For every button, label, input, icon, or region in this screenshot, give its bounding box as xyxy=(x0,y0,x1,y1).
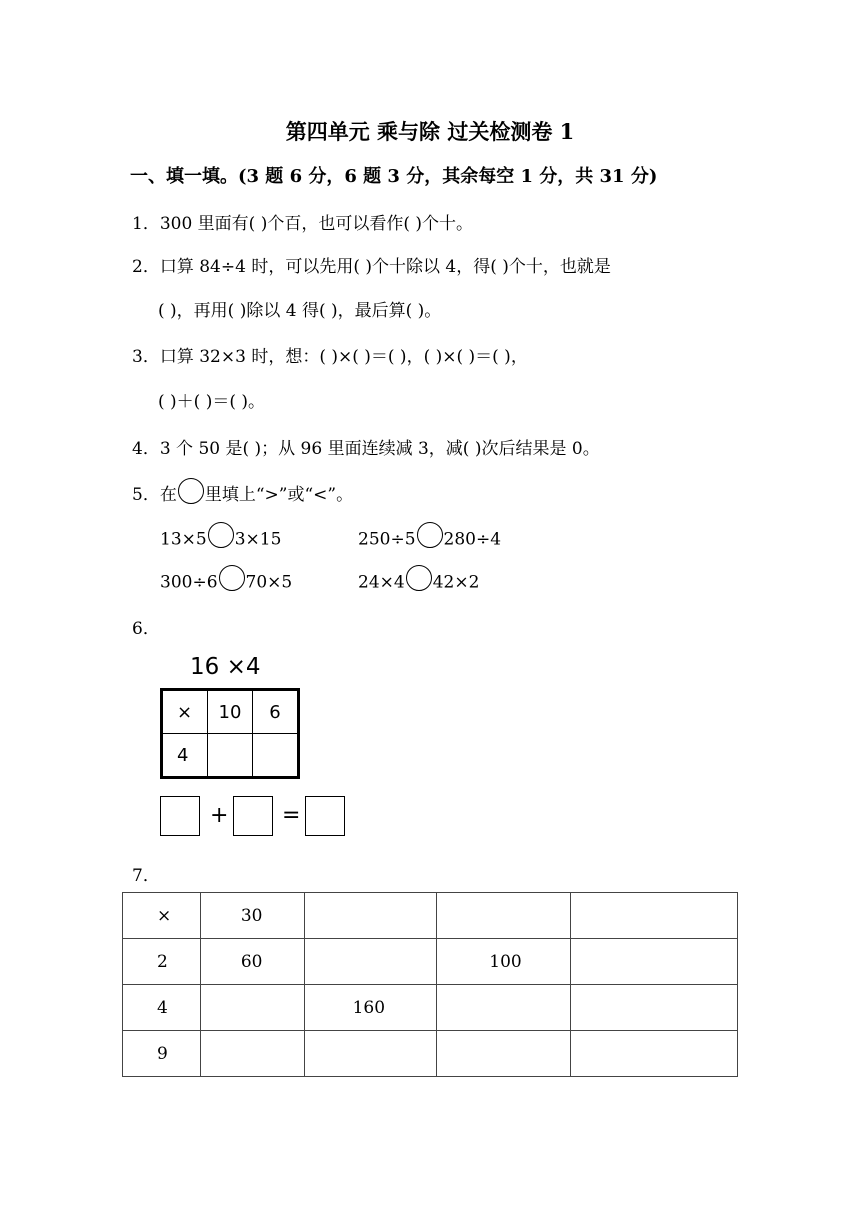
question-2-line-2: ( )，再用( )除以 4 得( )，最后算( )。 xyxy=(158,301,442,321)
grid-cell: 10 xyxy=(208,690,253,734)
table-cell: 30 xyxy=(200,893,304,939)
answer-box[interactable] xyxy=(305,796,345,836)
compare-left: 300÷6 xyxy=(160,572,218,593)
answer-box[interactable] xyxy=(233,796,273,836)
compare-item xyxy=(358,527,501,553)
q6-expression: 16 ×4 xyxy=(190,654,261,680)
q7-multiplication-table xyxy=(122,892,738,1077)
table-cell[interactable] xyxy=(570,1031,737,1077)
question-5-instruction xyxy=(132,480,353,509)
compare-left: 13×5 xyxy=(160,529,207,550)
table-cell[interactable] xyxy=(200,985,304,1031)
compare-left: 24×4 xyxy=(358,572,405,593)
grid-cell: 4 xyxy=(162,734,208,778)
table-cell: 2 xyxy=(123,939,201,985)
table-cell[interactable] xyxy=(437,893,571,939)
plus-sign: + xyxy=(210,803,229,828)
table-cell[interactable] xyxy=(304,939,437,985)
compare-item xyxy=(160,570,292,596)
question-7-label: 7． xyxy=(132,866,160,886)
table-cell: 100 xyxy=(437,939,571,985)
compare-right: 42×2 xyxy=(432,572,480,593)
compare-right: 70×5 xyxy=(245,572,293,593)
question-1: 1．300 里面有( )个百，也可以看作( )个十。 xyxy=(132,214,474,234)
table-cell[interactable] xyxy=(304,1031,437,1077)
table-cell[interactable] xyxy=(200,1031,304,1077)
table-cell: 4 xyxy=(123,985,201,1031)
section-heading: 一、填一填。(3 题 6 分，6 题 3 分，其余每空 1 分，共 31 分) xyxy=(130,166,658,187)
q5-suffix: 里填上“>”或“<”。 xyxy=(204,485,354,505)
table-row xyxy=(123,939,738,985)
q6-multiplication-grid xyxy=(160,688,300,779)
compare-circle[interactable] xyxy=(208,522,234,548)
table-cell: 9 xyxy=(123,1031,201,1077)
answer-box[interactable] xyxy=(160,796,200,836)
table-cell[interactable] xyxy=(304,893,437,939)
grid-cell: × xyxy=(162,690,208,734)
circle-blank-icon xyxy=(178,478,204,504)
grid-answer-cell[interactable] xyxy=(253,734,299,778)
table-cell[interactable] xyxy=(437,985,571,1031)
question-6-label: 6． xyxy=(132,619,160,639)
compare-circle[interactable] xyxy=(406,565,432,591)
grid-answer-cell[interactable] xyxy=(208,734,253,778)
compare-item xyxy=(160,527,281,553)
question-3-line-2: ( )＋( )＝( )。 xyxy=(158,392,266,412)
table-cell: 160 xyxy=(304,985,437,1031)
compare-item xyxy=(358,570,479,596)
compare-left: 250÷5 xyxy=(358,529,416,550)
compare-right: 280÷4 xyxy=(443,529,502,550)
grid-cell: 6 xyxy=(253,690,299,734)
page-title: 第四单元 乘与除 过关检测卷 1 xyxy=(285,119,575,144)
compare-right: 3×15 xyxy=(234,529,282,550)
table-cell: 60 xyxy=(200,939,304,985)
table-cell: × xyxy=(123,893,201,939)
compare-circle[interactable] xyxy=(219,565,245,591)
table-cell[interactable] xyxy=(570,985,737,1031)
question-3-line-1: 3．口算 32×3 时，想：( )×( )＝( )，( )×( )＝( )， xyxy=(132,347,528,367)
question-4: 4．3 个 50 是( )；从 96 里面连续减 3，减( )次后结果是 0。 xyxy=(132,439,600,459)
table-row xyxy=(123,893,738,939)
question-2-line-1: 2．口算 84÷4 时，可以先用( )个十除以 4，得( )个十，也就是 xyxy=(132,257,611,277)
table-cell[interactable] xyxy=(570,939,737,985)
compare-circle[interactable] xyxy=(417,522,443,548)
equals-sign: = xyxy=(282,803,301,828)
table-row xyxy=(123,985,738,1031)
table-cell[interactable] xyxy=(437,1031,571,1077)
q5-prefix: 5．在 xyxy=(132,485,177,505)
table-row xyxy=(123,1031,738,1077)
table-cell[interactable] xyxy=(570,893,737,939)
